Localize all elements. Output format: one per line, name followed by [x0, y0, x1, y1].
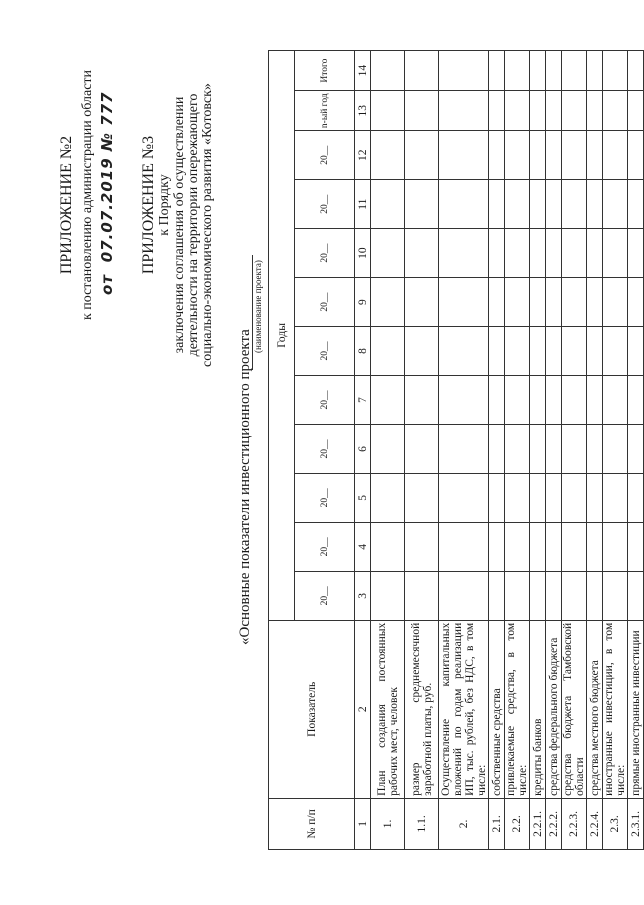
- table-row: [505, 51, 530, 850]
- value-cell[interactable]: [603, 571, 628, 620]
- value-cell[interactable]: [603, 424, 628, 473]
- value-cell[interactable]: [603, 278, 628, 327]
- value-cell[interactable]: [439, 180, 489, 229]
- value-cell[interactable]: [603, 229, 628, 278]
- value-cell[interactable]: [603, 131, 628, 180]
- value-cell[interactable]: [587, 229, 603, 278]
- row-indicator: иностранные инвестиции, в том числе:: [603, 620, 628, 798]
- value-cell[interactable]: [628, 180, 644, 229]
- value-cell[interactable]: [628, 229, 644, 278]
- value-cell[interactable]: [439, 473, 489, 522]
- value-cell[interactable]: [603, 522, 628, 571]
- year-label: 20__: [295, 131, 355, 180]
- value-cell[interactable]: [505, 91, 530, 131]
- value-cell[interactable]: [405, 51, 439, 91]
- value-cell[interactable]: [587, 131, 603, 180]
- value-cell[interactable]: [562, 180, 587, 229]
- value-cell[interactable]: [371, 571, 405, 620]
- row-number: 1.1.: [405, 798, 439, 849]
- doc-title: «Основные показатели инвестиционного проекта: [237, 329, 253, 645]
- col-num-header: № п/п: [269, 798, 355, 849]
- value-cell[interactable]: [603, 91, 628, 131]
- value-cell[interactable]: [562, 131, 587, 180]
- value-cell[interactable]: [587, 180, 603, 229]
- value-cell[interactable]: [603, 376, 628, 425]
- value-cell[interactable]: [546, 51, 562, 91]
- value-cell[interactable]: [505, 473, 530, 522]
- row-number: 2.1.: [489, 798, 505, 849]
- value-cell[interactable]: [439, 51, 489, 91]
- value-cell[interactable]: [587, 473, 603, 522]
- year-label: 20__: [295, 327, 355, 376]
- value-cell[interactable]: [587, 571, 603, 620]
- value-cell[interactable]: [587, 522, 603, 571]
- appendix2-title: ПРИЛОЖЕНИЕ №2: [58, 135, 75, 275]
- value-cell[interactable]: [530, 131, 546, 180]
- value-cell[interactable]: [439, 91, 489, 131]
- row-number: 2.2.4.: [587, 798, 603, 849]
- value-cell[interactable]: [505, 327, 530, 376]
- header-row-years: [269, 51, 295, 850]
- date-line: [98, 55, 117, 295]
- value-cell[interactable]: [405, 376, 439, 425]
- table-row: [489, 51, 505, 850]
- value-cell[interactable]: [530, 180, 546, 229]
- table-row: [439, 51, 489, 850]
- value-cell[interactable]: [546, 522, 562, 571]
- value-cell[interactable]: [603, 51, 628, 91]
- value-cell[interactable]: [489, 522, 505, 571]
- value-cell[interactable]: [371, 229, 405, 278]
- value-cell[interactable]: [530, 229, 546, 278]
- value-cell[interactable]: [371, 327, 405, 376]
- value-cell[interactable]: [371, 522, 405, 571]
- row-number: 2.2.2.: [546, 798, 562, 849]
- row-number: 2.2.3.: [562, 798, 587, 849]
- value-cell[interactable]: [562, 278, 587, 327]
- value-cell[interactable]: [405, 327, 439, 376]
- row-indicator: кредиты банков: [530, 620, 546, 798]
- value-cell[interactable]: [489, 571, 505, 620]
- value-cell[interactable]: [603, 473, 628, 522]
- nth-year-label: n-ый год: [295, 91, 355, 131]
- value-cell[interactable]: [546, 424, 562, 473]
- value-cell[interactable]: [546, 376, 562, 425]
- value-cell[interactable]: [371, 376, 405, 425]
- value-cell[interactable]: [505, 180, 530, 229]
- value-cell[interactable]: [489, 327, 505, 376]
- value-cell[interactable]: [405, 91, 439, 131]
- value-cell[interactable]: [628, 424, 644, 473]
- row-indicator: привлекаемые средства, в том числе:: [505, 620, 530, 798]
- value-cell[interactable]: [405, 522, 439, 571]
- value-cell[interactable]: [562, 571, 587, 620]
- value-cell[interactable]: [439, 131, 489, 180]
- col-number: 9: [355, 278, 371, 327]
- value-cell[interactable]: [562, 91, 587, 131]
- value-cell[interactable]: [505, 131, 530, 180]
- value-cell[interactable]: [530, 376, 546, 425]
- value-cell[interactable]: [371, 91, 405, 131]
- value-cell[interactable]: [587, 327, 603, 376]
- value-cell[interactable]: [405, 131, 439, 180]
- year-label: 20__: [295, 376, 355, 425]
- year-label: 20__: [295, 180, 355, 229]
- row-indicator: Осуществление капитальных вложений по годам реализации ИП, тыс. рублей, без НДС, в том числе:: [439, 620, 489, 798]
- value-cell[interactable]: [546, 229, 562, 278]
- appendix3-line1: заключения соглашения об осуществлении: [172, 96, 187, 354]
- value-cell[interactable]: [628, 278, 644, 327]
- value-cell[interactable]: [405, 571, 439, 620]
- value-cell[interactable]: [489, 278, 505, 327]
- value-cell[interactable]: [439, 424, 489, 473]
- value-cell[interactable]: [603, 180, 628, 229]
- row-indicator: прямые иностранные инвестиции: [628, 620, 644, 798]
- value-cell[interactable]: [405, 229, 439, 278]
- value-cell[interactable]: [530, 327, 546, 376]
- value-cell[interactable]: [562, 327, 587, 376]
- col-number: 6: [355, 424, 371, 473]
- row-number: 2.3.: [603, 798, 628, 849]
- title-caption: (наименование проекта): [253, 260, 263, 353]
- value-cell[interactable]: [628, 131, 644, 180]
- value-cell[interactable]: [587, 278, 603, 327]
- row-number: 2.3.1.: [628, 798, 644, 849]
- col-number: 1: [355, 798, 371, 849]
- value-cell[interactable]: [530, 91, 546, 131]
- value-cell[interactable]: [546, 91, 562, 131]
- value-cell[interactable]: [489, 229, 505, 278]
- table-row: [546, 51, 562, 850]
- value-cell[interactable]: [439, 522, 489, 571]
- rows-body: [371, 51, 644, 850]
- value-cell[interactable]: [546, 327, 562, 376]
- value-cell[interactable]: [530, 278, 546, 327]
- col-indicator-header: Показатель: [269, 620, 355, 798]
- row-indicator: размер среднемесячной заработной платы, руб.: [405, 620, 439, 798]
- value-cell[interactable]: [489, 91, 505, 131]
- col-number: 3: [355, 571, 371, 620]
- col-number: 11: [355, 180, 371, 229]
- value-cell[interactable]: [489, 180, 505, 229]
- value-cell[interactable]: [628, 376, 644, 425]
- value-cell[interactable]: [405, 278, 439, 327]
- value-cell[interactable]: [439, 376, 489, 425]
- value-cell[interactable]: [603, 327, 628, 376]
- row-number: 2.2.: [505, 798, 530, 849]
- date-prefix: от: [98, 274, 116, 295]
- value-cell[interactable]: [371, 180, 405, 229]
- value-cell[interactable]: [530, 473, 546, 522]
- value-cell[interactable]: [439, 571, 489, 620]
- value-cell[interactable]: [505, 522, 530, 571]
- value-cell[interactable]: [505, 424, 530, 473]
- row-number: 2.2.1.: [530, 798, 546, 849]
- value-cell[interactable]: [546, 278, 562, 327]
- value-cell[interactable]: [562, 376, 587, 425]
- value-cell[interactable]: [530, 51, 546, 91]
- value-cell[interactable]: [371, 473, 405, 522]
- row-indicator: средства местного бюджета: [587, 620, 603, 798]
- value-cell[interactable]: [628, 327, 644, 376]
- value-cell[interactable]: [405, 424, 439, 473]
- year-label: 20__: [295, 522, 355, 571]
- value-cell[interactable]: [489, 131, 505, 180]
- col-number: 8: [355, 327, 371, 376]
- value-cell[interactable]: [489, 51, 505, 91]
- value-cell[interactable]: [562, 522, 587, 571]
- row-number: 2.: [439, 798, 489, 849]
- row-indicator: План создания постоянных рабочих мест, человек: [371, 620, 405, 798]
- year-label: 20__: [295, 229, 355, 278]
- value-cell[interactable]: [628, 51, 644, 91]
- value-cell[interactable]: [489, 424, 505, 473]
- table-row: [603, 51, 628, 850]
- appendix3-line3: социально-экономического развития «Котовск»: [200, 83, 215, 367]
- value-cell[interactable]: [562, 473, 587, 522]
- year-label: 20__: [295, 571, 355, 620]
- row-indicator: средства федерального бюджета: [546, 620, 562, 798]
- value-cell[interactable]: [505, 571, 530, 620]
- value-cell[interactable]: [562, 229, 587, 278]
- value-cell[interactable]: [530, 424, 546, 473]
- table-row: [587, 51, 603, 850]
- value-cell[interactable]: [628, 522, 644, 571]
- appendix3-line2: деятельности на территории опережающего: [186, 93, 201, 357]
- total-label: Итого: [295, 51, 355, 91]
- value-cell[interactable]: [439, 327, 489, 376]
- value-cell[interactable]: [546, 473, 562, 522]
- value-cell[interactable]: [371, 424, 405, 473]
- col-number: 7: [355, 376, 371, 425]
- col-number: 12: [355, 131, 371, 180]
- value-cell[interactable]: [505, 229, 530, 278]
- appendix2-to: к постановлению администрации области: [80, 69, 95, 321]
- table-row: [371, 51, 405, 850]
- value-cell[interactable]: [587, 51, 603, 91]
- value-cell[interactable]: [371, 51, 405, 91]
- col-number: 5: [355, 473, 371, 522]
- row-number: 1.: [371, 798, 405, 849]
- row-indicator: средства бюджета Тамбовской области: [562, 620, 587, 798]
- years-header: Годы: [269, 51, 295, 621]
- value-cell[interactable]: [628, 473, 644, 522]
- value-cell[interactable]: [439, 229, 489, 278]
- value-cell[interactable]: [371, 278, 405, 327]
- value-cell[interactable]: [628, 571, 644, 620]
- col-number: 13: [355, 91, 371, 131]
- value-cell[interactable]: [546, 571, 562, 620]
- row-indicator: собственные средства: [489, 620, 505, 798]
- value-cell[interactable]: [489, 473, 505, 522]
- year-label: 20__: [295, 424, 355, 473]
- value-cell[interactable]: [587, 424, 603, 473]
- table-row: [562, 51, 587, 850]
- value-cell[interactable]: [489, 376, 505, 425]
- col-number: 10: [355, 229, 371, 278]
- indicators-table: [268, 50, 644, 850]
- value-cell[interactable]: [546, 131, 562, 180]
- col-number: 4: [355, 522, 371, 571]
- value-cell[interactable]: [530, 571, 546, 620]
- column-numbers-row: [355, 51, 371, 850]
- table-row: [628, 51, 644, 850]
- year-label: 20__: [295, 278, 355, 327]
- year-label: 20__: [295, 473, 355, 522]
- value-cell[interactable]: [405, 473, 439, 522]
- table-row: [405, 51, 439, 850]
- value-cell[interactable]: [587, 91, 603, 131]
- value-cell[interactable]: [562, 424, 587, 473]
- value-cell[interactable]: [439, 278, 489, 327]
- appendix3-to: к Порядку: [157, 174, 172, 236]
- value-cell[interactable]: [505, 376, 530, 425]
- value-cell[interactable]: [587, 376, 603, 425]
- value-cell[interactable]: [562, 51, 587, 91]
- col-number: 2: [355, 620, 371, 798]
- value-cell[interactable]: [530, 522, 546, 571]
- appendix3-title: ПРИЛОЖЕНИЕ №3: [140, 135, 157, 275]
- value-cell[interactable]: [628, 91, 644, 131]
- value-cell[interactable]: [505, 51, 530, 91]
- col-number: 14: [355, 51, 371, 91]
- value-cell[interactable]: [546, 180, 562, 229]
- table-row: [530, 51, 546, 850]
- value-cell[interactable]: [505, 278, 530, 327]
- value-cell[interactable]: [405, 180, 439, 229]
- handwritten-date-number: 07.07.2019 № 777: [98, 91, 116, 263]
- value-cell[interactable]: [371, 131, 405, 180]
